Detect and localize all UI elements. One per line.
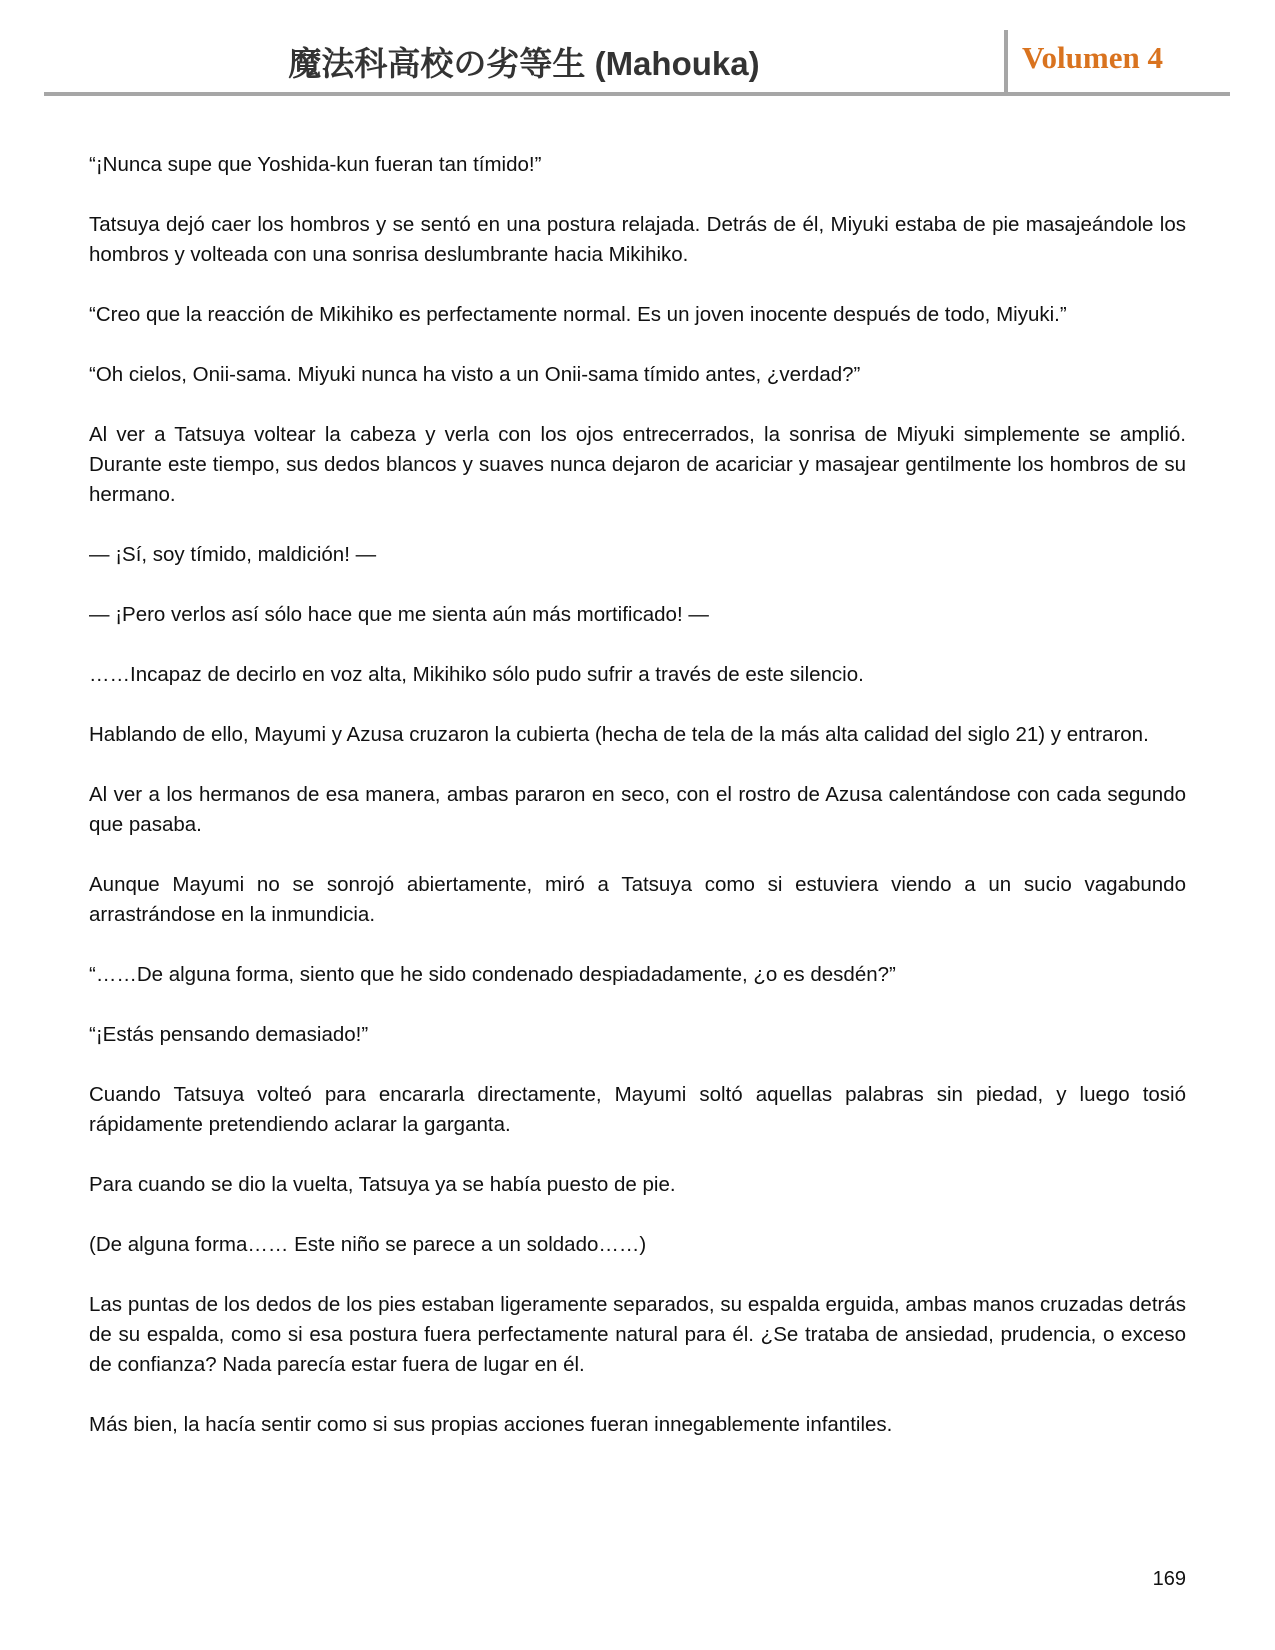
paragraph: (De alguna forma…… Este niño se parece a un soldado……) <box>89 1233 647 1256</box>
paragraph: Para cuando se dio la vuelta, Tatsuya ya se había puesto de pie. <box>89 1173 676 1196</box>
header-divider <box>1004 30 1008 92</box>
paragraph: Al ver a Tatsuya voltear la cabeza y verla con los ojos entrecerrados, la sonrisa de Miyuki simplemente se amplió. Durante este tiempo, sus dedos blancos y suaves nunca dejaron de acariciar y masajear gentilmente los hombros de su hermano. <box>89 423 1186 506</box>
paragraph: “¡Nunca supe que Yoshida-kun fueran tan tímido!” <box>89 153 542 176</box>
paragraph: Aunque Mayumi no se sonrojó abiertamente, miró a Tatsuya como si estuviera viendo a un sucio vagabundo arrastrándose en la inmundicia. <box>89 873 1186 926</box>
paragraph: Hablando de ello, Mayumi y Azusa cruzaron la cubierta (hecha de tela de la más alta calidad del siglo 21) y entraron. <box>89 723 1149 746</box>
paragraph: “……De alguna forma, siento que he sido condenado despiadadamente, ¿o es desdén?” <box>89 963 896 986</box>
paragraph: “¡Estás pensando demasiado!” <box>89 1023 369 1046</box>
paragraph: — ¡Sí, soy tímido, maldición! — <box>89 543 377 566</box>
paragraph: Tatsuya dejó caer los hombros y se sentó en una postura relajada. Detrás de él, Miyuki estaba de pie masajeándole los hombros y volteada con una sonrisa deslumbrante hacia Mikihiko. <box>89 213 1186 266</box>
paragraph: Más bien, la hacía sentir como si sus propias acciones fueran innegablemente infantiles. <box>89 1413 893 1436</box>
book-title: 魔法科高校の劣等生 (Mahouka) <box>288 45 760 82</box>
paragraph: Cuando Tatsuya volteó para encararla directamente, Mayumi soltó aquellas palabras sin piedad, y luego tosió rápidamente pretendiendo aclarar la garganta. <box>89 1083 1186 1136</box>
page-header <box>44 26 1230 96</box>
page-body <box>89 150 1186 1470</box>
paragraph: Las puntas de los dedos de los pies estaban ligeramente separados, su espalda erguida, ambas manos cruzadas detrás de su espalda, como si esa postura fuera perfectamente natural para él. ¿Se trataba de ansiedad, prudencia, o exceso de confianza? Nada parecía estar fuera de lugar en él. <box>89 1293 1186 1376</box>
volume-label: Volumen 4 <box>1022 40 1163 75</box>
page-number: 169 <box>1152 1568 1186 1590</box>
paragraph: “Creo que la reacción de Mikihiko es perfectamente normal. Es un joven inocente después de todo, Miyuki.” <box>89 303 1067 326</box>
paragraph: — ¡Pero verlos así sólo hace que me sienta aún más mortificado! — <box>89 603 709 626</box>
paragraph: Al ver a los hermanos de esa manera, ambas pararon en seco, con el rostro de Azusa calentándose con cada segundo que pasaba. <box>89 783 1186 836</box>
paragraph: “Oh cielos, Onii-sama. Miyuki nunca ha visto a un Onii-sama tímido antes, ¿verdad?” <box>89 363 861 386</box>
paragraph: ……Incapaz de decirlo en voz alta, Mikihiko sólo pudo sufrir a través de este silencio. <box>89 663 864 686</box>
